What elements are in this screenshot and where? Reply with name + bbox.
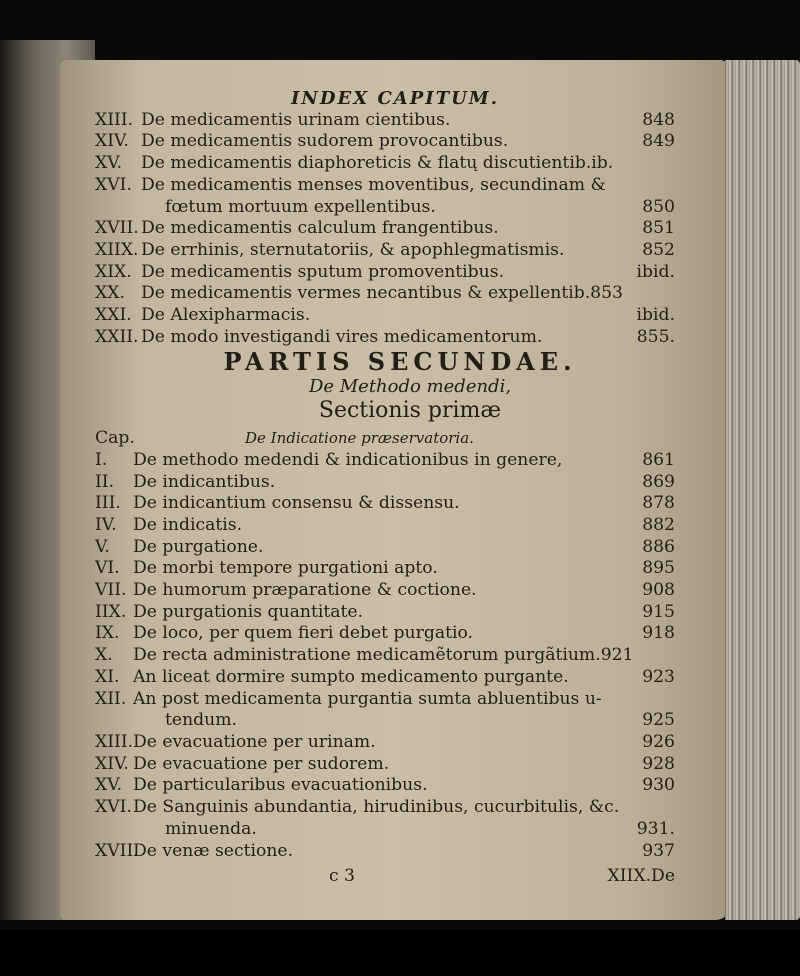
chapter-title: fœtum mortuum expellentibus. [165,196,436,217]
toc-entry [95,819,675,841]
chapter-number: XVI. [95,797,132,818]
chapter-title: An liceat dormire sumpto medicamento purgante. [133,666,569,687]
chapter-title: De medicamentis sudorem provocantibus. [141,131,509,152]
chapter-number: XV. [95,153,123,174]
chapter-title: De Alexipharmacis. [141,305,311,326]
toc-entry [95,689,675,711]
chapter-number: XIX. [95,261,132,282]
chapter-title: De purgatione. [133,536,264,557]
chapter-title: De humorum præparatione & coctione. [133,580,477,601]
chapter-number: XXI. [95,305,132,326]
toc-entry [95,754,675,776]
chapter-title: De purgationis quantitate. [133,601,364,622]
page-number: 926 [642,731,675,752]
chapter-number: XV. [95,775,123,796]
chapter-title: De loco, per quem fieri debet purgatio. [133,623,473,644]
chapter-number: XIIX. [95,239,139,260]
chapter-title: De recta administratione medicamẽtorum purgãtium.921 [133,645,634,666]
page-number: 925 [642,710,675,731]
chapter-title: De venæ sectione. [133,840,294,861]
chapter-title: De errhinis, sternutatoriis, & apophlegmatismis. [141,239,565,260]
chapter-number: III. [95,493,121,514]
cap-subtitle: De Indicatione præservatoria. [245,429,474,448]
chapter-number: II. [95,471,115,492]
chapter-number: XI. [95,666,120,687]
toc-entry [95,667,675,689]
page-text [95,88,675,888]
chapter-number: IIX. [95,601,127,622]
chapter-title: De medicamentis vermes necantibus & expellentib.853 [141,283,623,304]
toc-entry [95,283,675,305]
chapter-number: XVI. [95,174,132,195]
toc-entry [95,645,675,667]
chapter-title: tendum. [165,710,237,731]
toc-entry [95,450,675,472]
toc-entry [95,515,675,537]
page-number: 937 [642,840,675,861]
index-header: INDEX CAPITUM. [291,88,499,109]
page-number: 850 [642,196,675,217]
chapter-number: VI. [95,558,120,579]
method-heading: De Methodo medendi, [308,376,512,398]
chapter-title: De Sanguinis abundantia, hirudinibus, cucurbitulis, &c. [133,797,620,818]
page-number: 861 [642,449,675,470]
chapter-number: XX. [95,283,125,304]
page-number: 918 [642,623,675,644]
chapter-title: De medicamentis diaphoreticis & flatų discutientib.ib. [141,153,614,174]
toc-entry [95,558,675,580]
toc-entry [95,493,675,515]
chapter-title: De medicamentis sputum promoventibus. [141,261,505,282]
chapter-title: De evacuatione per urinam. [133,731,376,752]
page-number: 931. [636,818,675,839]
page-number: 855. [636,326,675,347]
page-number: 886 [642,536,675,557]
page-number: 878 [642,493,675,514]
chapter-number: XIII. [95,731,134,752]
page-number: 882 [642,514,675,535]
chapter-title: De methodo medendi & indicationibus in genere, [133,449,563,470]
toc-entry [95,472,675,494]
toc-entry [95,580,675,602]
chapter-number: I. [95,449,108,470]
right-page-edges [725,60,800,920]
page-number: 915 [642,601,675,622]
page-footer [95,866,675,888]
chapter-number: IV. [95,514,117,535]
toc-entry [95,841,675,863]
toc-entry [95,305,675,327]
toc-entry [95,732,675,754]
toc-entry [95,240,675,262]
toc-entry [95,797,675,819]
chapter-number: X. [95,645,113,666]
page-number: 930 [642,775,675,796]
chapter-title: De particularibus evacuationibus. [133,775,428,796]
page-number: 895 [642,558,675,579]
toc-entry [95,775,675,797]
page-number: 923 [642,666,675,687]
section-chapter-list [95,450,675,862]
chapter-title: De indicantium consensu & dissensu. [133,493,460,514]
catchword: XIIX.De [607,866,675,887]
section-heading: Sectionis primæ [318,398,502,424]
chapter-title: De indicantibus. [133,471,276,492]
chapter-title: De indicatis. [133,514,243,535]
chapter-title: An post medicamenta purgantia sumta abluentibus u- [133,688,602,709]
chapter-number: XVII. [95,218,139,239]
page-number: 869 [642,471,675,492]
toc-entry [95,537,675,559]
toc-entry [95,327,675,349]
page-number: 928 [642,753,675,774]
chapter-number: V. [95,536,110,557]
page-number: ibid. [636,305,675,326]
chapter-list [95,110,675,349]
chapter-title: De morbi tempore purgationi apto. [133,558,438,579]
bottom-shadow [0,930,800,976]
toc-entry [95,197,675,219]
page-number: 848 [642,109,675,130]
chapter-number: XII. [95,688,127,709]
chapter-number: VII. [95,580,127,601]
toc-entry [95,131,675,153]
chapter-number: XVII. [95,840,139,861]
chapter-title: De medicamentis urinam cientibus. [141,109,451,130]
page-number: 852 [642,239,675,260]
page-number: 908 [642,580,675,601]
chapter-title: De medicamentis menses moventibus, secundinam & [141,174,606,195]
chapter-title: minuenda. [165,818,257,839]
cap-row [95,428,675,450]
chapter-title: De medicamentis calculum frangentibus. [141,218,499,239]
toc-entry [95,175,675,197]
toc-entry [95,218,675,240]
chapter-number: XXII. [95,326,139,347]
chapter-title: De evacuatione per sudorem. [133,753,390,774]
toc-entry [95,262,675,284]
toc-entry [95,153,675,175]
chapter-number: IX. [95,623,120,644]
toc-entry [95,623,675,645]
chapter-title: De modo investigandi vires medicamentorum. [141,326,543,347]
page-number: 851 [642,218,675,239]
toc-entry [95,710,675,732]
toc-entry [95,110,675,132]
signature-mark: c 3 [328,866,355,887]
page-number: ibid. [636,261,675,282]
partis-heading: PARTIS SECUNDAE. [223,347,577,377]
chapter-number: XIV. [95,131,129,152]
chapter-number: XIII. [95,109,134,130]
toc-entry [95,602,675,624]
cap-label: Cap. [95,428,135,449]
chapter-number: XIV. [95,753,129,774]
page-number: 849 [642,131,675,152]
